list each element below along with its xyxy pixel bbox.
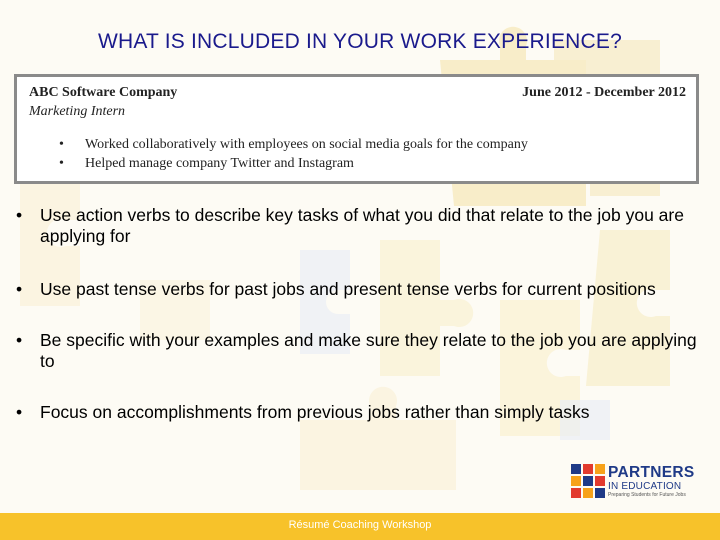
slide-title: WHAT IS INCLUDED IN YOUR WORK EXPERIENCE? [98, 30, 622, 53]
sample-duty-item: • Worked collaboratively with employees on social media goals for the company [59, 135, 528, 154]
logo-subtitle: IN EDUCATION [608, 481, 682, 492]
sample-job-title: Marketing Intern [29, 104, 126, 119]
sample-work-experience-entry [14, 74, 699, 184]
tip-item: • Use past tense verbs for past jobs and present tense verbs for current positions [14, 279, 704, 300]
sample-employment-dates: June 2012 - December 2012 [522, 85, 686, 100]
partners-in-education-logo [571, 464, 695, 498]
logo-tagline: Preparing Students for Future Jobs [608, 492, 686, 498]
tips-list [14, 205, 704, 423]
footer-bar [0, 513, 720, 540]
sample-duty-item: • Helped manage company Twitter and Instagram [59, 154, 528, 173]
logo-name: PARTNERS [608, 464, 695, 481]
sample-company-name: ABC Software Company [29, 85, 178, 100]
sample-duties-list [59, 135, 528, 173]
puzzle-logo-icon [571, 464, 605, 498]
tip-item: • Be specific with your examples and make sure they relate to the job you are applying to [14, 330, 704, 372]
tip-item: • Use action verbs to describe key tasks of what you did that relate to the job you are applying for [14, 205, 704, 247]
tip-item: • Focus on accomplishments from previous jobs rather than simply tasks [14, 402, 704, 423]
footer-label: Résumé Coaching Workshop [288, 519, 432, 531]
